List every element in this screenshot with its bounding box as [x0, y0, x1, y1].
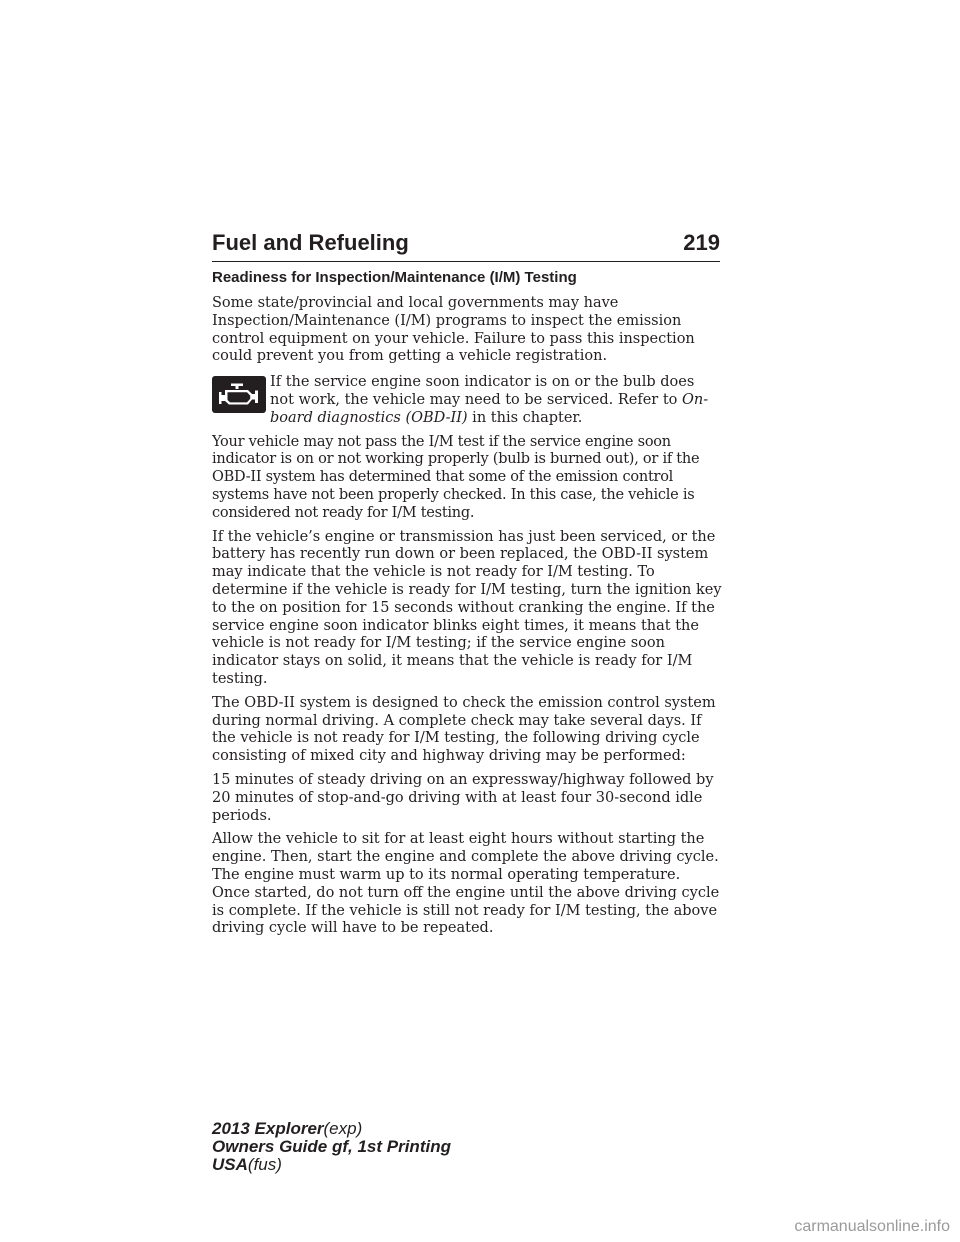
- footer-model-code: (exp): [323, 1119, 363, 1138]
- indicator-text: If the service engine soon indicator is on or the bulb does not work, the vehicle may need to be serviced. Refer to: [270, 374, 695, 408]
- check-engine-icon: [212, 376, 266, 413]
- chapter-title: Fuel and Refueling: [212, 230, 409, 255]
- indicator-suffix: in this chapter.: [467, 409, 583, 426]
- section-heading: Readiness for Inspection/Maintenance (I/M) Testing: [212, 269, 577, 286]
- page-content: [212, 268, 722, 944]
- paragraph-driving-cycle: 15 minutes of steady driving on an expressway/highway followed by 20 minutes of stop-and-go driving with at least four 30-second idle periods.: [212, 771, 714, 824]
- footer-market: USA: [212, 1155, 248, 1174]
- paragraph-repeat: Allow the vehicle to sit for at least eight hours without starting the engine. Then, start the engine and complete the above driving cycle. The engine must warm up to its normal operating temperature. Once started, do not turn off the engine until the above driving cycle is complete. If the vehicle is still not ready for I/M testing, the above driving cycle will have to be repeated.: [212, 831, 720, 937]
- paragraph-intro: Some state/provincial and local governments may have Inspection/Maintenance (I/M) programs to inspect the emission control equipment on your vehicle. Failure to pass this inspection could prevent you from getting a vehicle registration.: [212, 295, 695, 365]
- page-number: 219: [683, 230, 720, 255]
- footer-guide: Owners Guide gf, 1st Printing: [212, 1137, 451, 1156]
- paragraph-im-test: Your vehicle may not pass the I/M test if the service engine soon indicator is on or not working properly (bulb is burned out), or if the OBD-II system has determined that some of the emission control systems have not been properly checked. In this case, the vehicle is considered not ready for I/M testing.: [212, 433, 700, 521]
- obd-reference: On-board diagnostics (OBD-II): [270, 391, 709, 426]
- paragraph-service: If the vehicle’s engine or transmission has just been serviced, or the battery has recently run down or been replaced, the OBD-II system may indicate that the vehicle is not ready for I/M testing. To determine if the vehicle is ready for I/M testing, turn the ignition key to the on position for 15 seconds without cranking the engine. If the service engine soon indicator blinks eight times, it means that the vehicle is not ready for I/M testing; if the service engine soon indicator stays on solid, it means that the vehicle is ready for I/M testing.: [212, 528, 722, 687]
- footer-market-code: (fus): [247, 1155, 282, 1174]
- site-watermark: carmanualsonline.info: [794, 1218, 950, 1235]
- page-footer: [212, 1120, 451, 1174]
- header-rule: [212, 261, 720, 262]
- indicator-note: [212, 374, 722, 427]
- paragraph-obd: The OBD-II system is designed to check the emission control system during normal driving. A complete check may take several days. If the vehicle is not ready for I/M testing, the following driving cycle consisting of mixed city and highway driving may be performed:: [212, 694, 716, 765]
- footer-model: 2013 Explorer: [212, 1119, 324, 1138]
- page-header: [212, 228, 720, 262]
